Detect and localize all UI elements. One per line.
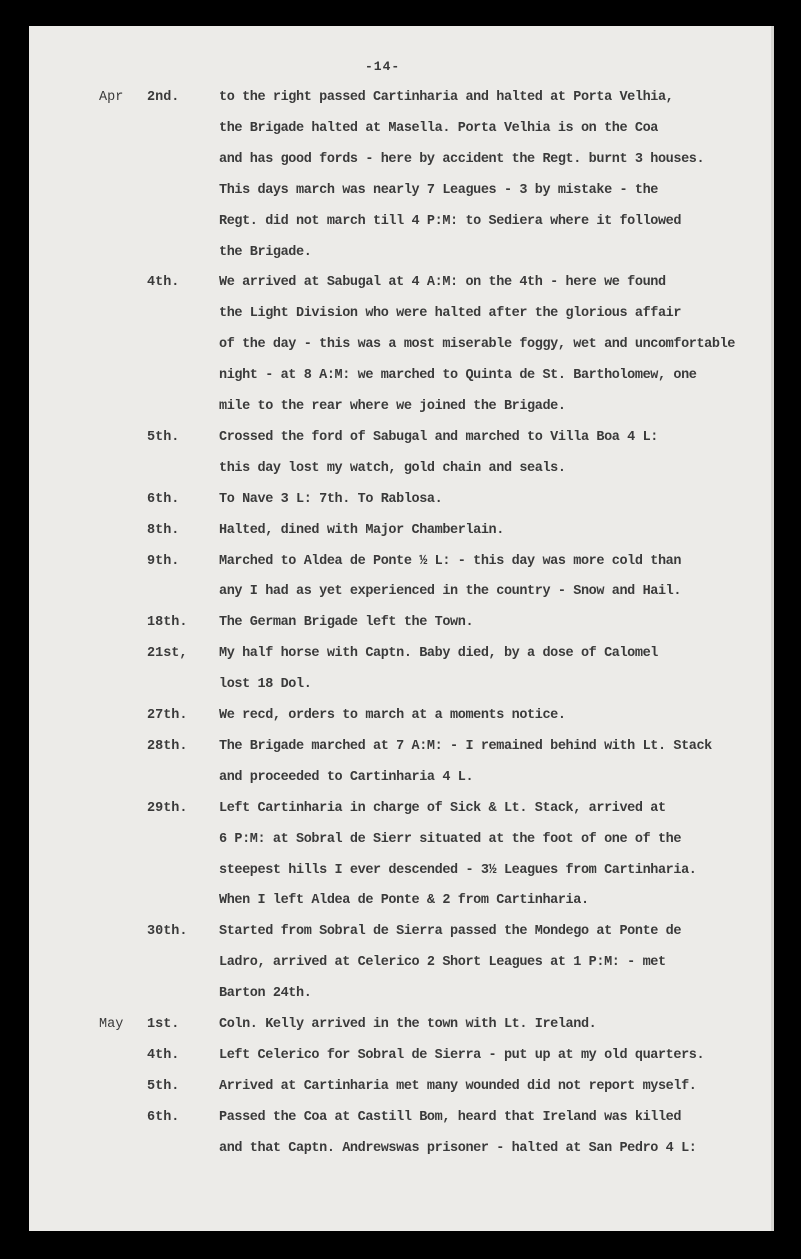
document-page bbox=[29, 26, 774, 1231]
entry-text: Started from Sobral de Sierra passed the Mondego at Ponte de bbox=[219, 924, 682, 940]
entry-text: To Nave 3 L: 7th. To Rablosa. bbox=[219, 491, 443, 507]
entry-month: Apr bbox=[99, 90, 124, 105]
diary-line bbox=[29, 183, 774, 213]
entry-text: Ladro, arrived at Celerico 2 Short Leagues at 1 P:M: - met bbox=[219, 955, 666, 971]
entry-text: this day lost my watch, gold chain and seals. bbox=[219, 460, 566, 476]
diary-line bbox=[29, 739, 774, 769]
entry-date: 6th. bbox=[147, 1109, 180, 1125]
entry-date: 28th. bbox=[147, 738, 188, 754]
entry-date: 6th. bbox=[147, 491, 180, 507]
diary-line bbox=[29, 1141, 774, 1171]
entry-text: lost 18 Dol. bbox=[219, 677, 312, 693]
diary-line bbox=[29, 214, 774, 244]
entry-text: Left Cartinharia in charge of Sick & Lt. Stack, arrived at bbox=[219, 800, 666, 816]
entry-text: Regt. did not march till 4 P:M: to Sediera where it followed bbox=[219, 213, 682, 229]
diary-line bbox=[29, 832, 774, 862]
diary-line bbox=[29, 337, 774, 367]
entry-date: 2nd. bbox=[147, 90, 180, 105]
entry-text: Crossed the ford of Sabugal and marched to Villa Boa 4 L: bbox=[219, 429, 658, 445]
diary-line bbox=[29, 986, 774, 1016]
entry-date: 18th. bbox=[147, 615, 188, 631]
entry-text: and has good fords - here by accident the Regt. burnt 3 houses. bbox=[219, 151, 705, 167]
entry-text: The Brigade marched at 7 A:M: - I remained behind with Lt. Stack bbox=[219, 738, 712, 754]
diary-line bbox=[29, 615, 774, 645]
diary-line bbox=[29, 584, 774, 614]
entry-date: 27th. bbox=[147, 708, 188, 723]
entry-text: the Brigade halted at Masella. Porta Velhia is on the Coa bbox=[219, 120, 658, 136]
diary-line bbox=[29, 368, 774, 398]
entry-text: of the day - this was a most miserable foggy, wet and uncomfortable bbox=[219, 337, 735, 353]
diary-line bbox=[29, 461, 774, 491]
entry-text: any I had as yet experienced in the country - Snow and Hail. bbox=[219, 584, 682, 600]
entry-text: to the right passed Cartinharia and halted at Porta Velhia, bbox=[219, 90, 674, 105]
entry-text: night - at 8 A:M: we marched to Quinta de St. Bartholomew, one bbox=[219, 368, 697, 384]
diary-line bbox=[29, 306, 774, 336]
entry-text: My half horse with Captn. Baby died, by a dose of Calomel bbox=[219, 646, 658, 662]
entry-date: 5th. bbox=[147, 1078, 180, 1094]
diary-line bbox=[29, 90, 774, 120]
entry-date: 21st, bbox=[147, 646, 188, 662]
entry-text: the Light Division who were halted after the glorious affair bbox=[219, 306, 682, 322]
diary-line bbox=[29, 523, 774, 553]
entry-text: Coln. Kelly arrived in the town with Lt. Ireland. bbox=[219, 1017, 597, 1032]
diary-line bbox=[29, 863, 774, 893]
diary-line bbox=[29, 121, 774, 151]
diary-line bbox=[29, 430, 774, 460]
diary-line bbox=[29, 245, 774, 275]
entry-date: 30th. bbox=[147, 924, 188, 940]
diary-line bbox=[29, 492, 774, 522]
diary-line bbox=[29, 1079, 774, 1109]
entry-date: 29th. bbox=[147, 800, 188, 816]
diary-line bbox=[29, 275, 774, 305]
diary-line bbox=[29, 677, 774, 707]
entry-text: Barton 24th. bbox=[219, 986, 312, 1002]
entry-text: Marched to Aldea de Ponte ½ L: - this day was more cold than bbox=[219, 553, 682, 569]
diary-line bbox=[29, 924, 774, 954]
entry-date: 5th. bbox=[147, 429, 180, 445]
entry-text: The German Brigade left the Town. bbox=[219, 615, 474, 631]
entry-text: Left Celerico for Sobral de Sierra - put up at my old quarters. bbox=[219, 1047, 705, 1063]
entry-text: mile to the rear where we joined the Brigade. bbox=[219, 399, 566, 414]
entry-text: We recd, orders to march at a moments notice. bbox=[219, 708, 566, 723]
entry-text: We arrived at Sabugal at 4 A:M: on the 4th - here we found bbox=[219, 275, 666, 291]
entry-text: Arrived at Cartinharia met many wounded did not report myself. bbox=[219, 1078, 697, 1094]
entry-month: May bbox=[99, 1017, 124, 1032]
entry-text: 6 P:M: at Sobral de Sierr situated at the foot of one of the bbox=[219, 831, 682, 847]
entry-text: Passed the Coa at Castill Bom, heard that Ireland was killed bbox=[219, 1109, 682, 1125]
entry-text: This days march was nearly 7 Leagues - 3 by mistake - the bbox=[219, 182, 658, 198]
diary-line bbox=[29, 1048, 774, 1078]
entry-text: When I left Aldea de Ponte & 2 from Cartinharia. bbox=[219, 893, 589, 909]
entry-text: Halted, dined with Major Chamberlain. bbox=[219, 522, 504, 538]
diary-line bbox=[29, 554, 774, 584]
entry-date: 1st. bbox=[147, 1017, 180, 1032]
diary-line bbox=[29, 801, 774, 831]
diary-line bbox=[29, 1017, 774, 1047]
entry-date: 9th. bbox=[147, 553, 180, 569]
diary-line bbox=[29, 646, 774, 676]
diary-line bbox=[29, 399, 774, 429]
entry-text: and that Captn. Andrewswas prisoner - halted at San Pedro 4 L: bbox=[219, 1140, 697, 1156]
page-number: -14- bbox=[365, 59, 401, 74]
diary-line bbox=[29, 955, 774, 985]
entry-text: steepest hills I ever descended - 3½ Leagues from Cartinharia. bbox=[219, 862, 697, 878]
diary-line bbox=[29, 152, 774, 182]
diary-line bbox=[29, 708, 774, 738]
entry-date: 4th. bbox=[147, 275, 180, 291]
diary-line bbox=[29, 1110, 774, 1140]
entry-date: 4th. bbox=[147, 1047, 180, 1063]
diary-line bbox=[29, 770, 774, 800]
entry-text: the Brigade. bbox=[219, 244, 312, 260]
entry-date: 8th. bbox=[147, 522, 180, 538]
entry-text: and proceeded to Cartinharia 4 L. bbox=[219, 769, 474, 785]
diary-line bbox=[29, 893, 774, 923]
